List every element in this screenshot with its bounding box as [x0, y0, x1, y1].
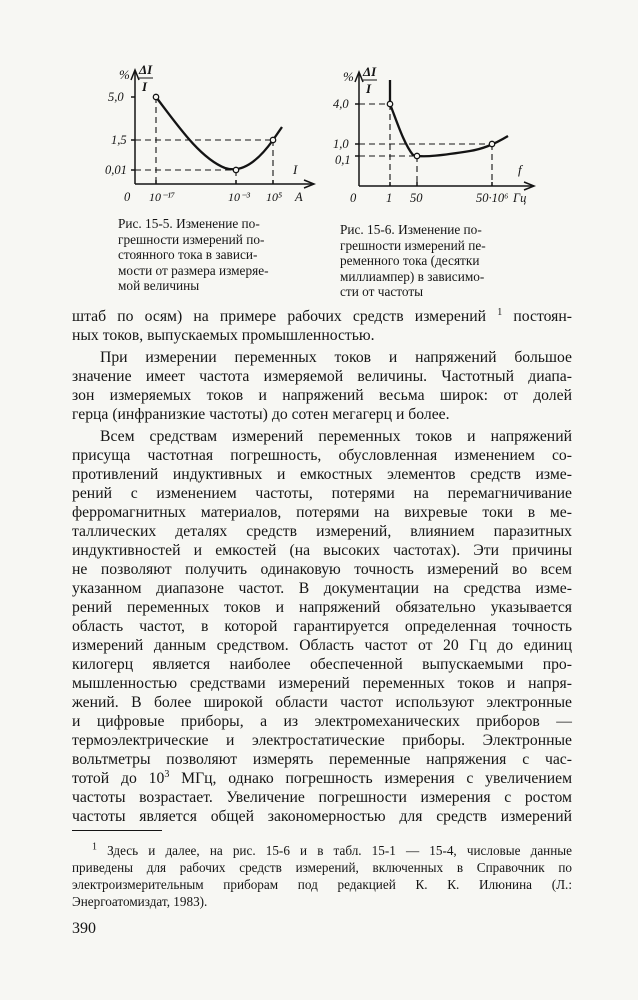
text-line: тотой до $10^3$ МГц, однако погрешность измерения с увеличением [72, 768, 572, 787]
text-line: и цифровые приборы, а из электромеханических приборов — [72, 713, 572, 730]
x-label: I [293, 162, 298, 177]
text-line: рений переменных токов и напряжений обязательно указывается [72, 599, 572, 616]
caption-line: ременного тока (десятки [340, 253, 480, 268]
data-point [233, 167, 238, 172]
x-tick-label: 10⁵ [266, 190, 283, 204]
y-label-bottom: I [366, 81, 372, 96]
caption-line: мости от размера измеряе- [118, 262, 269, 278]
text-line: При измерении переменных токов и напряжений большое [100, 349, 572, 366]
figure-label: Рис. 15-5. [118, 216, 173, 231]
text-line: не позволяют получить одинаковую точность измерений во всем [72, 561, 572, 578]
data-point [414, 153, 419, 158]
footnote-line: электроизмерительным приборам под редакцией К. К. Илюнина (Л.: [72, 877, 572, 892]
y-axis [355, 72, 363, 186]
y-label-top: ΔI [363, 64, 377, 79]
exponent: 3 [164, 768, 170, 780]
figure-15-5-caption [118, 216, 296, 294]
origin-label: 0 [124, 190, 131, 204]
caption-line: грешности измерений по- [118, 231, 265, 247]
figure-15-6-caption [340, 222, 526, 300]
text-line: измерений данным средством. Область частот от 20 Гц до единиц [72, 637, 572, 654]
text-line: термоэлектрические и электростатические приборы. Электронные [72, 732, 572, 749]
caption-line: мой величины [118, 278, 200, 293]
page-number: 390 [72, 920, 96, 937]
text-line: зон измеряемых токов и напряжений весьма широк: от долей [72, 387, 572, 404]
y-tick-label: 1,5 [111, 133, 127, 147]
caption-line: стоянного тока в зависи- [118, 247, 258, 262]
x-axis [359, 182, 534, 190]
x-axis [135, 180, 314, 188]
series-line [156, 97, 282, 169]
text-line: штаб по осям) на примере рабочих средств измерений $^1$ постоян- [72, 306, 573, 325]
x-tick-label: 1 [386, 191, 393, 205]
caption-line: грешности измерений пе- [340, 237, 486, 253]
y-tick-label: 1,0 [333, 137, 349, 151]
caption-line: миллиампер) в зависимо- [340, 268, 485, 284]
caption-line: Рис. 15-6. Изменение по- [340, 222, 482, 237]
guide-lines [359, 104, 492, 186]
guide-lines [135, 97, 273, 184]
origin-label: 0 [350, 191, 357, 205]
y-unit: % [119, 67, 130, 82]
text-line: вольтметры позволяют измерять переменные напряжения с час- [72, 751, 572, 768]
text-line: рений с изменением частоты, потерями на перемагничивание [72, 485, 572, 502]
x-tick-label: 10⁻³ [228, 190, 250, 204]
y-tick-label: 4,0 [333, 97, 349, 111]
text-line: присуща частотная погрешность, обусловленная изменением со- [72, 447, 572, 464]
text-line: значение имеет частота измеряемой величины. Частотный диапа- [72, 368, 572, 385]
text-line: ных токов, выпускаемых промышленностью. [72, 327, 375, 344]
text-line: килогерц является наиболее обеспеченной выпускаемыми про- [72, 656, 572, 673]
x-label: f [518, 162, 522, 177]
text-line: указанном диапазоне частот. В документации на средства изме- [72, 580, 572, 597]
x-tick-label: 50·10⁶ [476, 191, 509, 205]
text-line: противлений индуктивных и емкостных элементов средств изме- [72, 466, 572, 483]
x-unit: A [295, 190, 303, 204]
footnote-marker: 1 [92, 841, 97, 853]
text-line: область частот, в которой гарантируется определенная точность [72, 618, 572, 635]
y-axis [131, 70, 139, 184]
footnote-ref: 1 [497, 306, 503, 318]
text-line: ферромагнитных материалов, потерями на вихревые токи в ме- [72, 504, 572, 521]
text-line: жений. В более широкой области частот используют электронные [72, 694, 572, 711]
text-line: мышленностью средствами измерений переменных токов и напря- [72, 675, 572, 692]
text-line: индуктивностей и емкостей (на высоких частотах). Эти причины [72, 542, 572, 559]
data-point [153, 94, 158, 99]
footnote-line: Энергоатомиздат, 1983). [72, 894, 208, 909]
text-line: таллических деталях средств измерений, влиянием паразитных [72, 523, 572, 540]
x-tick-label: 50 [410, 191, 423, 205]
data-point [270, 137, 275, 142]
data-point [489, 141, 494, 146]
footnote-line: $^1$ Здесь и далее, на рис. 15-6 и в табл. 15-1 — 15-4, числовые данные [92, 841, 573, 858]
text-line: Всем средствам измерений переменных токов и напряжений [100, 428, 572, 445]
x-unit: Гц [513, 191, 527, 205]
footnote-line: приведены для рабочих средств измерений, включенных в Справочник по [72, 860, 572, 875]
figure-15-6-chart [330, 62, 540, 210]
y-tick-label: 0,01 [105, 163, 127, 177]
y-unit: % [343, 69, 354, 84]
figure-label: Рис. 15-6. [340, 222, 395, 237]
y-label-bottom: I [142, 79, 148, 94]
y-label-top: ΔI [139, 62, 153, 77]
caption-line: сти от частоты [340, 284, 424, 299]
figure-15-5-chart [100, 60, 320, 210]
text-line: герца (инфранизкие частоты) до сотен мегагерц и более. [72, 406, 450, 423]
y-tick-label: 0,1 [335, 153, 351, 167]
caption-line: Рис. 15-5. Изменение по- [118, 216, 260, 231]
y-tick-label: 5,0 [108, 90, 124, 104]
text-line: частоты возрастает. Увеличение погрешности измерения с ростом [72, 789, 572, 806]
x-tick-label: 10⁻¹⁷ [149, 190, 176, 204]
footnote-rule [72, 830, 162, 831]
text-line: частоты является общей закономерностью для средств измерений [72, 808, 572, 825]
data-point [387, 101, 392, 106]
